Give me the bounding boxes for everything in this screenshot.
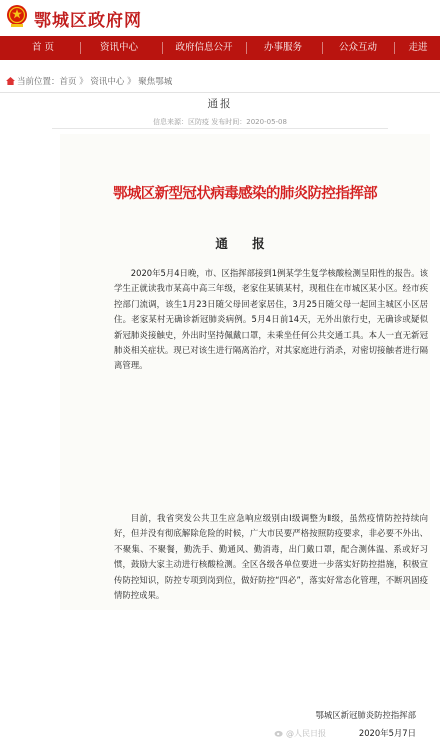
nav-separator bbox=[162, 42, 163, 54]
document-signature-org: 鄂城区新冠肺炎防控指挥部 bbox=[315, 710, 416, 720]
document-paragraph: 2020年5月4日晚，市、区指挥部接到1例某学生复学核酸检测呈阳性的报告。该学生正就读我市某高中高三年级，老家住某镇某村，现租住在市城区某小区。经市疾控部门流调，该生1月23日随父母回老家居住，3月25日随父母一起回主城区小区居住。老家某村无确诊新冠肺炎病例。5月4日前14天，无外出旅行史，无确诊或疑似新冠肺炎接触史，外出时坚持佩戴口罩，未乘坐任何公共交通工具。本人一直无新冠肺炎相关症状。现已对该生进行隔离治疗，对其家庭进行消杀，对密切接触者进行隔离管理。 bbox=[114, 268, 428, 371]
divider bbox=[0, 92, 440, 93]
nav-separator bbox=[322, 42, 323, 54]
main-nav bbox=[0, 36, 440, 60]
nav-item-gov-info[interactable]: 政府信息公开 bbox=[175, 42, 233, 53]
nav-item-home[interactable]: 首 页 bbox=[31, 42, 55, 53]
article-meta: 信息来源：区防疫 发布时间：2020-05-08 bbox=[153, 118, 287, 126]
article-title: 通报 bbox=[207, 98, 233, 110]
divider bbox=[52, 128, 388, 129]
national-emblem-icon[interactable] bbox=[6, 4, 28, 28]
site-title[interactable]: 鄂城区政府网 bbox=[34, 11, 142, 31]
nav-item-news[interactable]: 资讯中心 bbox=[99, 42, 138, 53]
breadcrumb-text[interactable]: 当前位置：首页 》 资讯中心 》 聚焦鄂城 bbox=[17, 77, 173, 87]
document-subheading: 通 报 bbox=[215, 236, 275, 251]
nav-item-services[interactable]: 办事服务 bbox=[263, 42, 302, 53]
nav-item-visit[interactable]: 走进 bbox=[408, 42, 428, 53]
document-paragraph: 目前，我省突发公共卫生应急响应级别由Ⅰ级调整为Ⅱ级，虽然疫情防控持续向好，但并没有彻底解除危险的时候，广大市民要严格按照防疫要求，非必要不外出、不聚集、不聚餐，勤洗手、勤通风、勤消毒，出门戴口罩，配合测体温、系或好习惯，鼓励大家主动进行核酸检测。全区各级各单位要进一步落实好防控措施，积极宣传防控知识，防控专项到岗到位，做好防控“四必”，落实好常态化管理，不断巩固疫情防控成果。 bbox=[114, 513, 428, 601]
weibo-icon bbox=[274, 729, 284, 737]
notice-document bbox=[60, 134, 430, 738]
nav-separator bbox=[80, 42, 81, 54]
breadcrumb bbox=[6, 75, 172, 87]
watermark-text: @人民日报 bbox=[286, 729, 326, 738]
watermark bbox=[274, 728, 326, 739]
home-icon bbox=[6, 77, 15, 85]
nav-separator bbox=[394, 42, 395, 54]
document-signature-date: 2020年5月7日 bbox=[358, 728, 416, 738]
document-heading: 鄂城区新型冠状病毒感染的肺炎防控指挥部 bbox=[112, 185, 378, 202]
site-header bbox=[0, 0, 440, 34]
nav-item-interaction[interactable]: 公众互动 bbox=[338, 42, 377, 53]
nav-separator bbox=[246, 42, 247, 54]
